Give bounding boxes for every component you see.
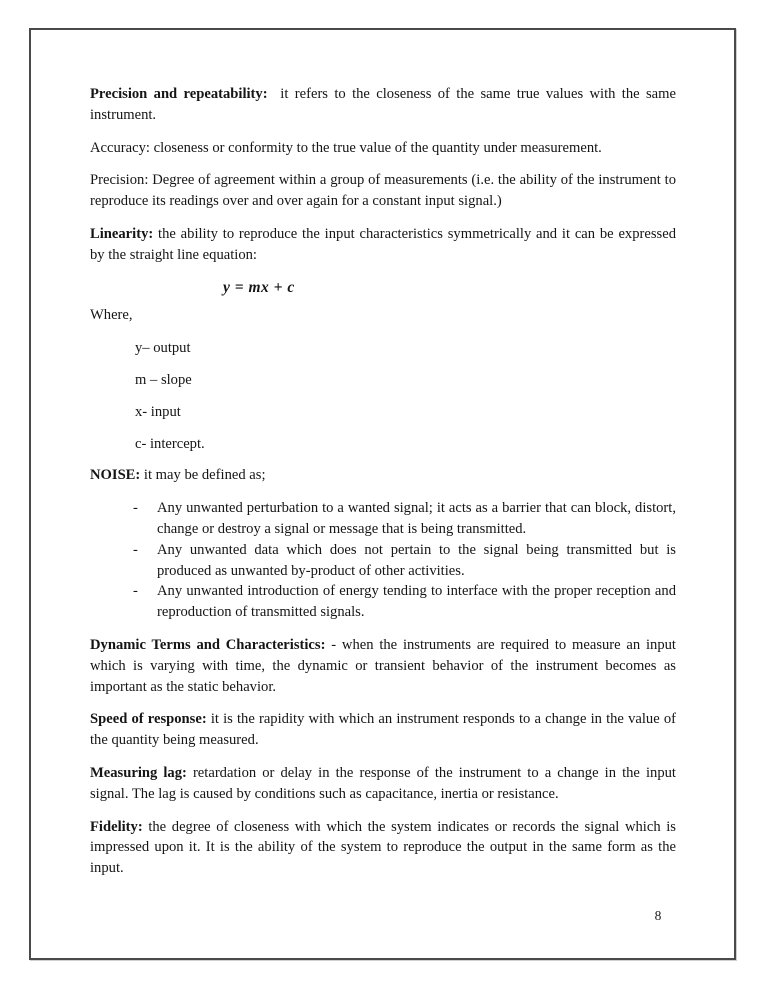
paragraph-linearity (90, 224, 676, 266)
definition-text: the ability to reproduce the input characteristics symmetrically and it can be expressed by the straight line equation: (90, 225, 676, 263)
where-label: Where, (90, 307, 133, 324)
definition-text: the degree of closeness with which the system indicates or records the signal which is impressed upon it. It is the ability of the system to reproduce the output in the same form as the input. (90, 818, 676, 877)
definition-x-input: x- input (135, 403, 181, 420)
dash-bullet-icon: - (133, 541, 138, 558)
term-measuring-lag: Measuring lag: (90, 764, 187, 781)
definition-m-slope: m – slope (135, 371, 192, 388)
term-fidelity: Fidelity: (90, 818, 143, 835)
term-linearity: Linearity: (90, 225, 154, 242)
paragraph-dynamic-terms (90, 635, 676, 697)
paragraph-noise (90, 465, 676, 486)
list-item (133, 498, 676, 540)
term-precision-repeatability: Precision and repeatability: (90, 86, 268, 102)
definition-text: - when the instruments are required to measure an input which is varying with time, the dynamic or transient behavior of the instrument becomes as important as the static behavior. (90, 636, 676, 695)
definition-text: it is the rapidity with which an instrument responds to a change in the value of the quantity being measured. (90, 711, 676, 749)
paragraph-measuring-lag (90, 763, 676, 805)
definition-c-intercept: c- intercept. (135, 435, 205, 452)
definition-text: it refers to the closeness of the same true values with the same instrument. (90, 86, 676, 123)
page-number: 8 (654, 908, 662, 923)
noise-definitions-list (90, 498, 676, 623)
list-item-text: Any unwanted data which does not pertain to the signal being transmitted but is produced as unwanted by-product of other activities. (157, 541, 676, 579)
list-item (133, 540, 676, 582)
definition-text: retardation or delay in the response of the instrument to a change in the input signal. The lag is caused by conditions such as capacitance, inertia or resistance. (90, 764, 676, 802)
paragraph-fidelity (90, 817, 676, 879)
definition-y-output: y– output (135, 340, 191, 357)
term-speed-of-response: Speed of response: (90, 711, 207, 728)
paragraph-precision: Precision: Degree of agreement within a group of measurements (i.e. the ability of the instrument to reproduce its readings over and over again for a constant input signal.) (90, 172, 676, 210)
definition-text: it may be defined as; (140, 467, 266, 484)
list-item-text: Any unwanted introduction of energy tending to interface with the proper reception and reproduction of transmitted signals. (157, 583, 676, 621)
paragraph-precision-repeatability (90, 84, 676, 126)
dash-bullet-icon: - (133, 500, 138, 517)
list-item (133, 581, 676, 623)
dash-bullet-icon: - (133, 583, 138, 600)
paragraph-accuracy: Accuracy: closeness or conformity to the true value of the quantity under measurement. (90, 139, 602, 156)
term-dynamic-terms: Dynamic Terms and Characteristics: (90, 636, 326, 653)
term-noise: NOISE: (90, 467, 141, 484)
document-content (90, 84, 676, 891)
list-item-text: Any unwanted perturbation to a wanted signal; it acts as a barrier that can block, distort, change or destroy a signal or message that is being transmitted. (157, 500, 676, 537)
straight-line-equation: y = mx + c (223, 278, 295, 296)
paragraph-speed-of-response (90, 709, 676, 751)
